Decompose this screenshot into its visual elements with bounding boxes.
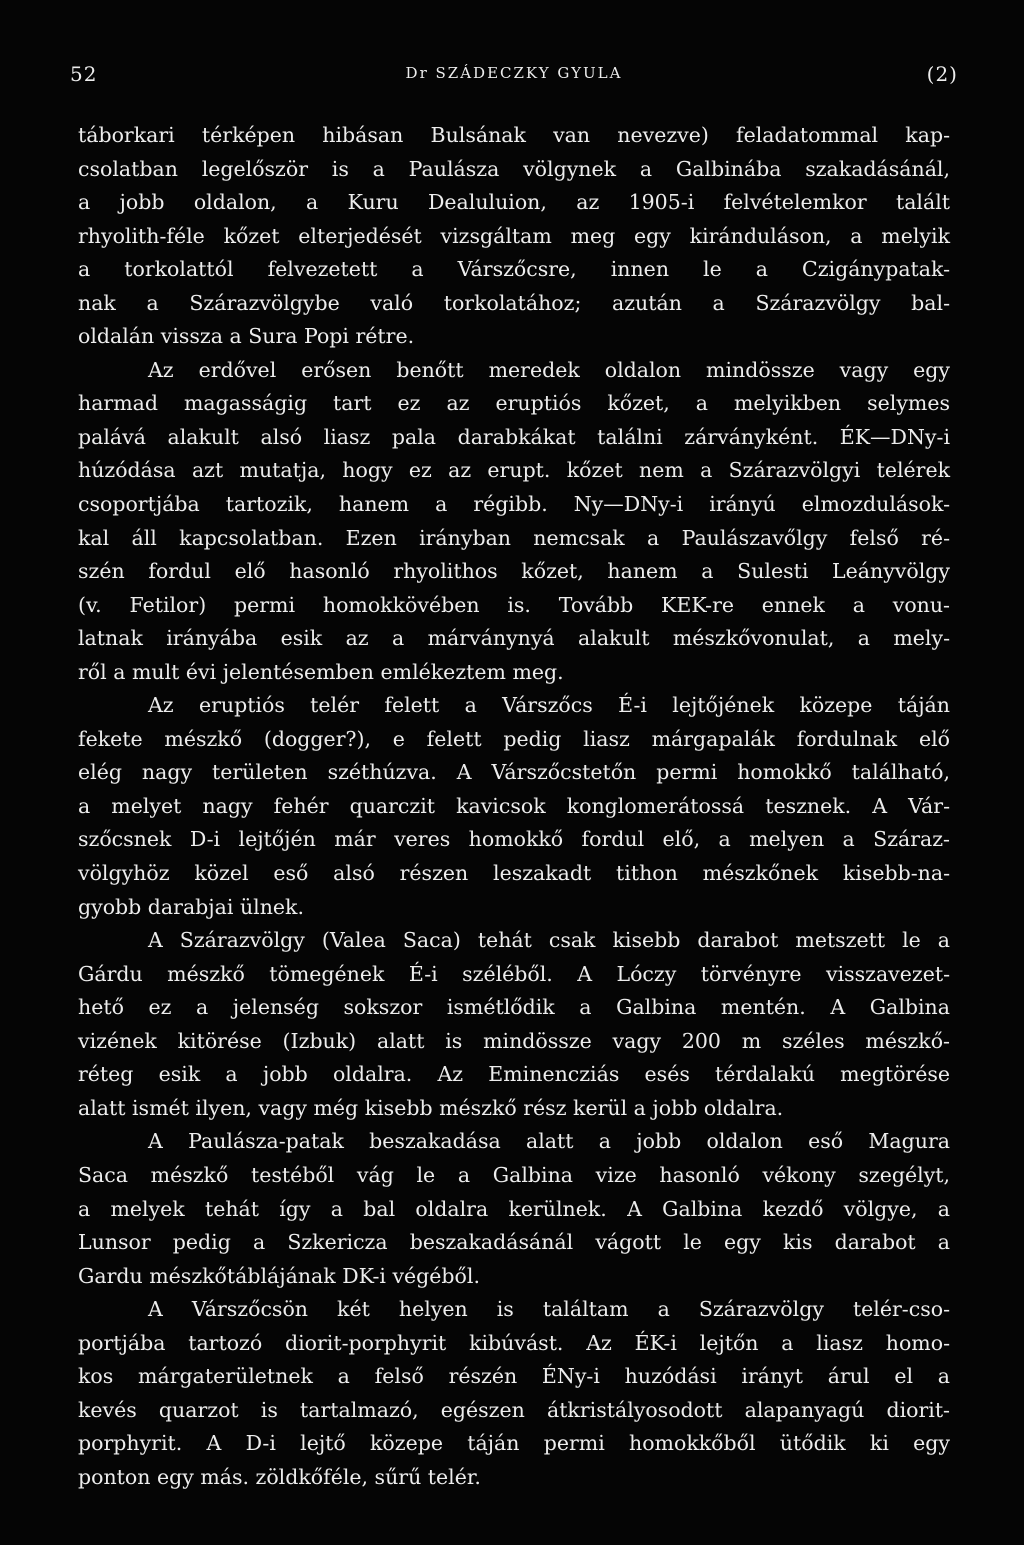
text-line: ponton egy más. zöldkőféle, sűrű telér. [78,1464,481,1489]
running-head [70,62,958,92]
text-line: hető ez a jelenség sokszor ismétlődik a Galbina mentén. A Galbina [78,995,950,1020]
text-line: porphyrit. A D-i lejtő közepe táján permi homokkőből ütődik ki egy [78,1431,950,1456]
text-line: táborkari térképen hibásan Bulsának van nevezve) feladatommal kap- [78,123,950,147]
text-line: réteg esik a jobb oldalra. Az Eminencziás esés térdalakú megtörése [78,1062,950,1087]
running-head-author: Dr SZÁDECZKY GYULA [405,64,623,82]
text-line: szén fordul elő hasonló rhyolithos kőzet, hanem a Sulesti Leányvölgy [78,559,950,584]
text-line: nak a Szárazvölgybe való torkolatához; azután a Szárazvölgy bal- [78,290,950,315]
text-line: rhyolith-féle kőzet elterjedését vizsgáltam meg egy kiránduláson, a melyik [78,223,950,248]
text-line: Gardu mészkőtáblájának DK-i végéből. [78,1263,480,1288]
part-number: (2) [926,62,958,86]
text-line: A Várszőcsön két helyen is találtam a Szárazvölgy telér-cso- [148,1297,950,1322]
text-line: csoportjába tartozik, hanem a régibb. Ny—DNy-i irányú elmozdulások- [78,492,950,517]
text-line: Gárdu mészkő tömegének É-i széléből. A Lóczy törvényre visszavezet- [78,961,950,986]
text-line: (v. Fetilor) permi homokkövében is. Tovább KEK-re ennek a vonu- [78,592,950,617]
text-line: Az erdővel erősen benőtt meredek oldalon mindössze vagy egy [148,357,950,382]
text-line: Az eruptiós telér felett a Várszőcs É-i lejtőjének közepe táján [148,693,950,718]
text-line: Lunsor pedig a Szkericza beszakadásánál vágott le egy kis darabot a [78,1230,950,1255]
text-line: A Szárazvölgy (Valea Saca) tehát csak kisebb darabot metszett le a [148,928,950,953]
text-line: gyobb darabjai ülnek. [78,894,304,919]
text-line: a jobb oldalon, a Kuru Dealuluion, az 1905-i felvételemkor talált [78,190,950,215]
text-line: alatt ismét ilyen, vagy még kisebb mészkő rész kerül a jobb oldalra. [78,1095,784,1120]
text-line: Saca mészkő testéből vág le a Galbina vize hasonló vékony szegélyt, [78,1162,950,1187]
text-line: elég nagy területen széthúzva. A Várszőcstetőn permi homokkő található, [78,760,950,785]
text-line: portjába tartozó diorit-porphyrit kibúvást. Az ÉK-i lejtőn a liasz homo- [78,1330,950,1355]
text-line: völgyhöz közel eső alsó részen leszakadt tithon mészkőnek kisebb-na- [78,861,950,886]
page-number: 52 [70,62,98,86]
text-line: a melyet nagy fehér quarczit kavicsok konglomerátossá tesznek. A Vár- [78,793,950,818]
text-line: kal áll kapcsolatban. Ezen irányban nemcsak a Paulászavőlgy felső ré- [78,525,950,550]
text-line: húzódása azt mutatja, hogy ez az erupt. kőzet nem a Szárazvölgyi telérek [78,458,950,483]
text-line: szőcsnek D-i lejtőjén már veres homokkő fordul elő, a melyen a Száraz- [78,827,950,852]
text-line: a torkolattól felvezetett a Várszőcsre, innen le a Czigánypatak- [78,257,950,282]
text-line: harmad magasságig tart ez az eruptiós kőzet, a melyikben selymes [78,391,950,416]
text-line: fekete mészkő (dogger?), e felett pedig liasz márgapalák fordulnak elő [78,726,950,751]
text-line: a melyek tehát így a bal oldalra kerülnek. A Galbina kezdő völgye, a [78,1196,950,1221]
text-line: ről a mult évi jelentésemben emlékeztem meg. [78,659,564,684]
text-line: oldalán vissza a Sura Popi rétre. [78,324,415,349]
page-text [78,119,950,1494]
text-line: csolatban legelőször is a Paulásza völgynek a Galbinába szakadásánál, [78,156,950,181]
text-line: latnak irányába esik az a márványnyá alakult mészkővonulat, a mely- [78,626,950,651]
text-line: palává alakult alsó liasz pala darabkákat találni zárványként. ÉK—DNy-i [78,424,950,449]
text-line: vizének kitörése (Izbuk) alatt is mindössze vagy 200 m széles mészkő- [78,1028,950,1053]
text-line: kevés quarzot is tartalmazó, egészen átkristályosodott alapanyagú diorit- [78,1397,950,1422]
text-line: kos márgaterületnek a felső részén ÉNy-i huzódási irányt árul el a [78,1364,950,1389]
text-line: A Paulásza-patak beszakadása alatt a jobb oldalon eső Magura [148,1129,950,1154]
